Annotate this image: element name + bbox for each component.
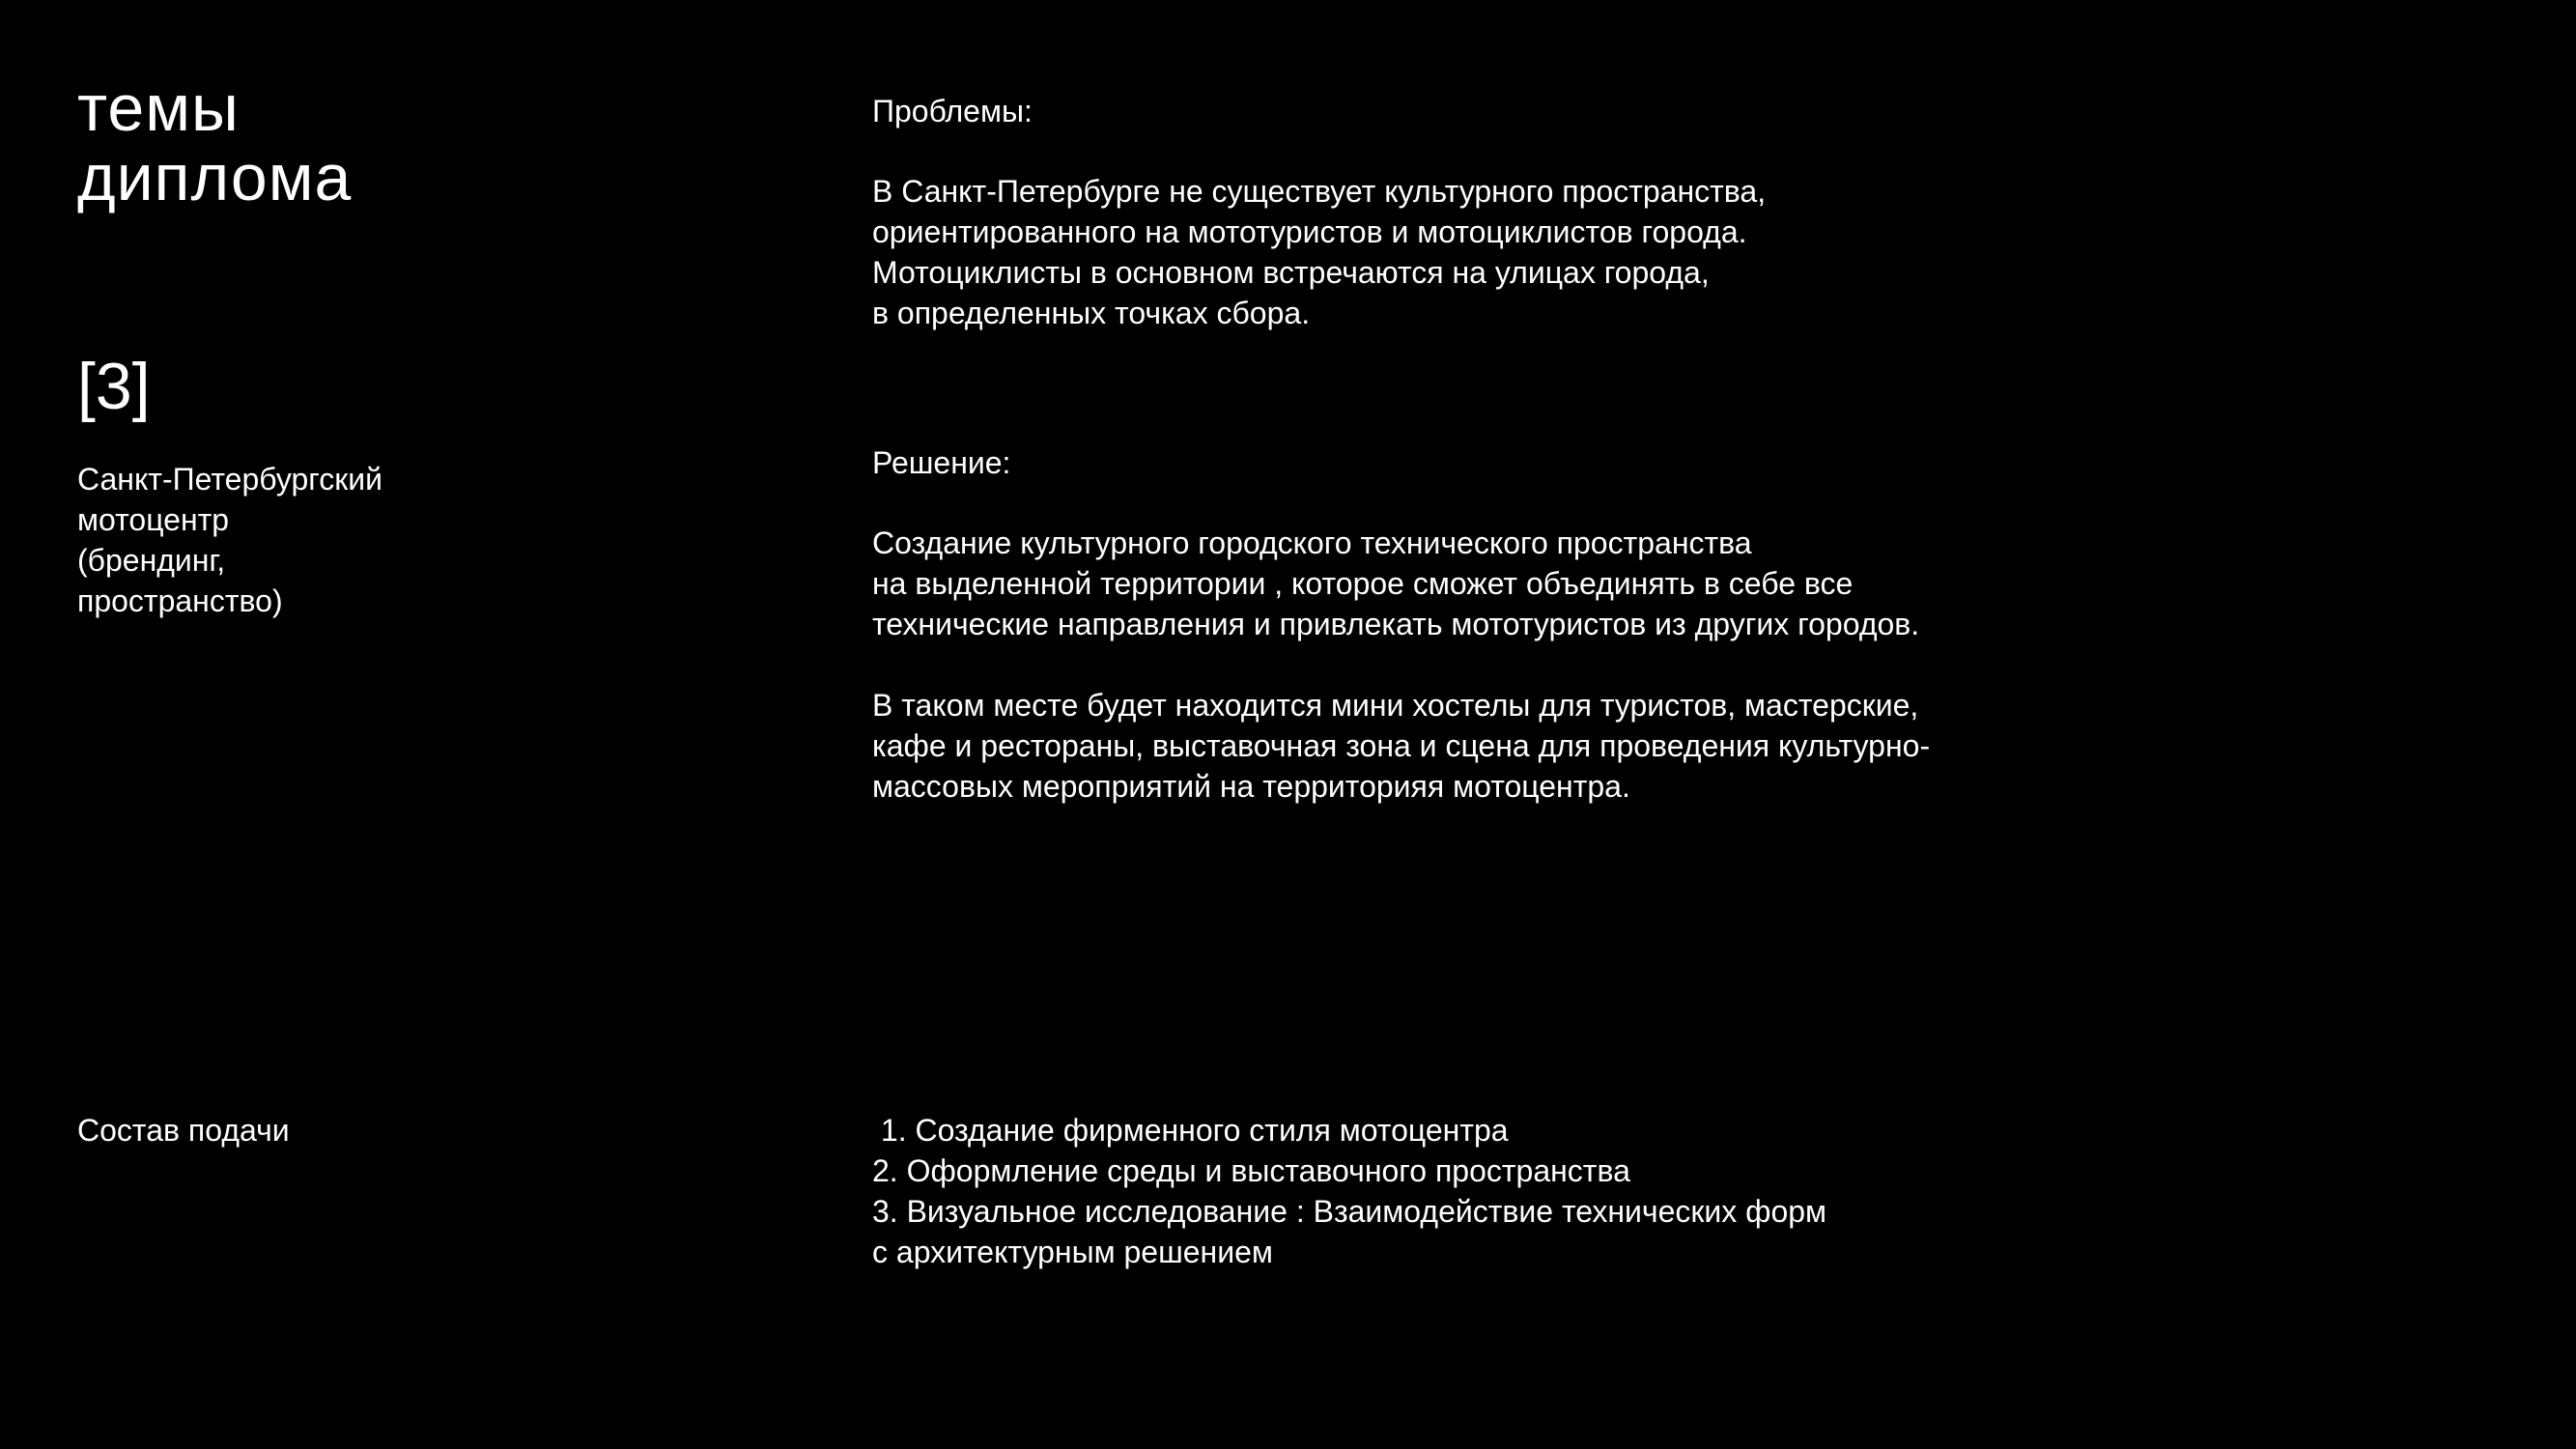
submission-label: Состав подачи bbox=[77, 1113, 290, 1148]
topic-name-line: (брендинг, bbox=[77, 543, 226, 578]
solution-details-line: кафе и рестораны, выставочная зона и сцена для проведения культурно- bbox=[872, 728, 1931, 763]
solution-heading: Решение: bbox=[872, 445, 1011, 480]
solution-line: на выделенной территории , которое сможет объединять в себе все bbox=[872, 566, 1854, 601]
topic-name-line: пространство) bbox=[77, 583, 283, 618]
solution-line: технические направления и привлекать мототуристов из других городов. bbox=[872, 607, 1920, 641]
submission-item: с архитектурным решением bbox=[872, 1235, 1273, 1269]
topic-number: [3] bbox=[77, 350, 151, 423]
submission-item: 2. Оформление среды и выставочного пространства bbox=[872, 1153, 1630, 1188]
topic-name-line: мотоцентр bbox=[77, 502, 230, 537]
page-title bbox=[77, 73, 352, 213]
title-line-2: диплома bbox=[77, 141, 353, 214]
problems-line: в определенных точках сбора. bbox=[872, 296, 1311, 330]
solution-details bbox=[872, 685, 1930, 807]
problems-line: В Санкт-Петербурге не существует культурного пространства, bbox=[872, 174, 1767, 209]
problems-text bbox=[872, 171, 1766, 333]
title-line-1: темы bbox=[77, 71, 240, 145]
topic-name-line: Санкт-Петербургский bbox=[77, 462, 383, 497]
problems-heading: Проблемы: bbox=[872, 94, 1033, 128]
solution-text bbox=[872, 523, 1919, 644]
submission-item: 1. Создание фирменного стиля мотоцентра bbox=[872, 1113, 1509, 1148]
solution-details-line: массовых мероприятий на территорияя мотоцентра. bbox=[872, 769, 1630, 804]
problems-line: ориентированного на мототуристов и мотоциклистов города. bbox=[872, 214, 1747, 249]
topic-name bbox=[77, 459, 382, 621]
solution-line: Создание культурного городского технического пространства bbox=[872, 526, 1752, 560]
submission-list bbox=[872, 1110, 1826, 1272]
submission-item: 3. Визуальное исследование : Взаимодействие технических форм bbox=[872, 1194, 1827, 1229]
problems-line: Мотоциклисты в основном встречаются на улицах города, bbox=[872, 255, 1710, 290]
solution-details-line: В таком месте будет находится мини хостелы для туристов, мастерские, bbox=[872, 688, 1919, 723]
